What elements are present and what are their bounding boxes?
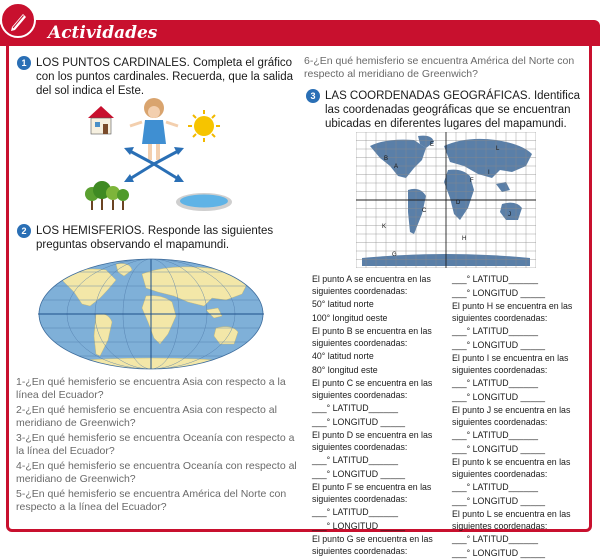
coordinates-left-column <box>312 274 452 557</box>
map-label-f: F <box>470 178 474 184</box>
right-line: ___° LATITUD______ <box>452 274 588 286</box>
map-label-e: E <box>430 142 434 148</box>
left-line: ___° LATITUD______ <box>312 505 452 519</box>
section-1-number: 1 <box>17 56 31 70</box>
section-2-text: LOS HEMISFERIOS. Responde las siguientes preguntas observando el mapamundi. <box>36 224 298 252</box>
map-label-j: J <box>508 212 511 218</box>
section-3-text: LAS COORDENADAS GEOGRÁFICAS. Identifica las coordenadas geográficas que se encuentran ubicadas en diferentes lugares del mapamundi. <box>325 89 587 131</box>
left-line: El punto A se encuentra en las siguientes coordenadas: <box>312 274 452 297</box>
right-line: El punto J se encuentra en las siguientes coordenadas: <box>452 403 588 428</box>
right-line: ___° LATITUD______ <box>452 324 588 338</box>
right-line: ___° LONGITUD _____ <box>452 286 588 300</box>
right-line: ___° LONGITUD _____ <box>452 442 588 456</box>
coordinate-world-map <box>356 132 536 268</box>
left-line: 80° longitud este <box>312 363 452 377</box>
question-4: 4-¿En qué hemisferio se encuentra Oceanía con respecto al meridiano de Greenwich? <box>16 460 300 486</box>
right-line: El punto H se encuentra en las siguientes coordenadas: <box>452 299 588 324</box>
pencil-icon <box>8 10 30 32</box>
section-3-number: 3 <box>306 89 320 103</box>
house-icon <box>88 106 114 134</box>
question-2: 2-¿En qué hemisferio se encuentra Asia con respecto al meridiano de Greenwich? <box>16 404 300 430</box>
left-line: 100° longitud oeste <box>312 311 452 325</box>
cardinal-points-illustration <box>80 92 240 214</box>
header-title: Actividades <box>48 22 157 44</box>
question-1: 1-¿En qué hemisferio se encuentra Asia con respecto a la línea del Ecuador? <box>16 376 300 402</box>
left-line: 50° latitud norte <box>312 297 452 311</box>
map-label-i: I <box>488 170 490 176</box>
right-line: ___° LONGITUD _____ <box>452 546 588 559</box>
girl-icon <box>130 98 178 160</box>
right-line: ___° LONGITUD _____ <box>452 390 588 404</box>
right-line: ___° LONGITUD _____ <box>452 338 588 352</box>
right-line: ___° LATITUD______ <box>452 532 588 546</box>
map-label-b: B <box>384 156 388 162</box>
map-label-k: K <box>382 224 386 230</box>
right-line: ___° LATITUD______ <box>452 480 588 494</box>
map-label-h: H <box>462 236 466 242</box>
right-line: ___° LATITUD______ <box>452 376 588 390</box>
left-line: El punto B se encuentra en las siguientes coordenadas: <box>312 324 452 349</box>
right-line: ___° LONGITUD _____ <box>452 494 588 508</box>
right-line: El punto L se encuentra en las siguientes coordenadas: <box>452 507 588 532</box>
map-label-a: A <box>394 164 398 170</box>
right-line: ___° LATITUD______ <box>452 428 588 442</box>
left-line: El punto F se encuentra en las siguientes coordenadas: <box>312 480 452 505</box>
left-line: El punto G se encuentra en las siguientes coordenadas: <box>312 532 452 557</box>
section-1-text: LOS PUNTOS CARDINALES. Completa el gráfico con los puntos cardinales. Recuerda, que la salida del sol indica el Este. <box>36 56 298 98</box>
right-line: El punto k se encuentra en las siguientes coordenadas: <box>452 455 588 480</box>
left-line: ___° LONGITUD _____ <box>312 519 452 533</box>
left-line: ___° LONGITUD _____ <box>312 467 452 481</box>
left-line: 40° latitud norte <box>312 349 452 363</box>
left-line: ___° LATITUD______ <box>312 401 452 415</box>
left-line: El punto D se encuentra en las siguientes coordenadas: <box>312 428 452 453</box>
map-label-d: D <box>456 200 461 206</box>
pond-icon <box>176 193 232 211</box>
map-label-l: L <box>496 146 500 152</box>
right-line: El punto I se encuentra en las siguientes coordenadas: <box>452 351 588 376</box>
section-2-number: 2 <box>17 224 31 238</box>
coordinates-right-column <box>452 274 588 559</box>
left-line: ___° LATITUD______ <box>312 453 452 467</box>
sun-icon <box>188 110 220 142</box>
pencil-badge <box>0 2 36 38</box>
map-label-g: G <box>392 252 397 258</box>
map-label-c: C <box>422 208 427 214</box>
question-6: 6-¿En qué hemisferio se encuentra América del Norte con respecto al meridiano de Greenwich? <box>304 55 586 81</box>
left-line: El punto C se encuentra en las siguientes coordenadas: <box>312 376 452 401</box>
direction-arrows <box>124 147 184 182</box>
question-5: 5-¿En qué hemisferio se encuentra América del Norte con respecto a la línea del Ecuador? <box>16 488 300 514</box>
trees-icon <box>85 181 129 210</box>
left-line: ___° LONGITUD _____ <box>312 415 452 429</box>
world-map-ellipse <box>38 258 264 370</box>
question-3: 3-¿En qué hemisferio se encuentra Oceanía con respecto a la línea del Ecuador? <box>16 432 300 458</box>
